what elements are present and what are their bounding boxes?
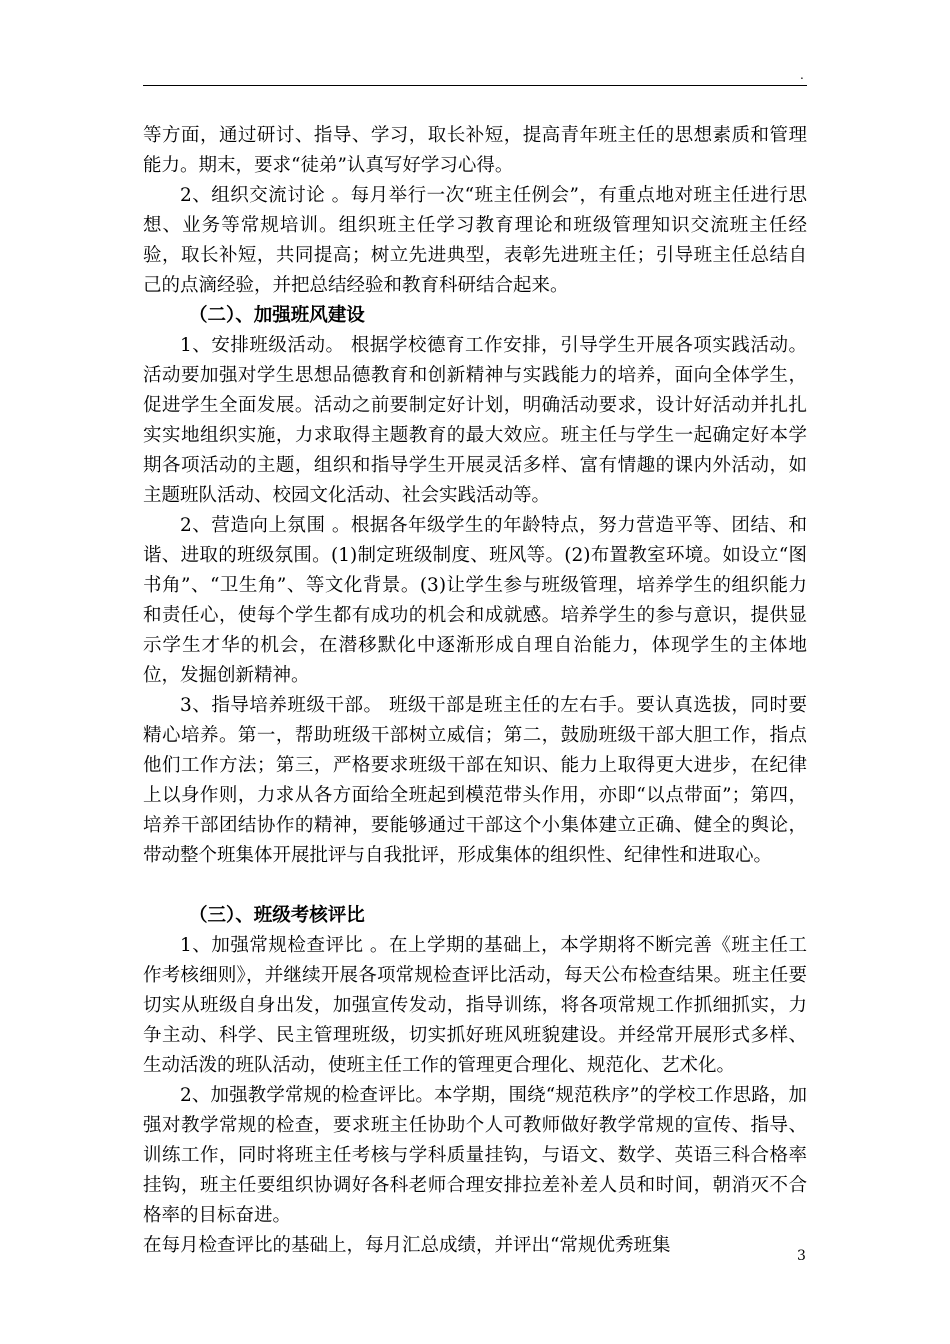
paragraph-atmosphere: 2、营造向上氛围 。根据各年级学生的年龄特点，努力营造平等、团结、和谐、进取的班级氛围。(1)制定班级制度、班风等。(2)布置教室环境。如设立“图书角”、“卫生角”、等文化背景。(3)让学生参与班级管理，培养学生的组织能力和责任心，使每个学生都有成功的机会和成就感。培养学生的参与意识，提供显示学生才华的机会，在潜移默化中逐渐形成自理自治能力，体现学生的主体地位，发掘创新精神。 [143, 515, 807, 686]
section-heading-class-style: （二）、加强班风建设 [189, 305, 365, 326]
paragraph-monthly-summary: 在每月检查评比的基础上，每月汇总成绩，并评出“常规优秀班集 [143, 1235, 671, 1256]
header-rule [143, 85, 807, 86]
blank-line [143, 871, 807, 901]
paragraph-routine-inspection: 1、加强常规检查评比 。在上学期的基础上，本学期将不断完善《班主任工作考核细则》，并继续开展各项常规检查评比活动，每天公布检查结果。班主任要切实从班级自身出发，加强宣传发动，指导训练，将各项常规工作抓细抓实，力争主动、科学、民主管理班级，切实抓好班风班貌建设。并经常开展形式多样、生动活泼的班队活动，使班主任工作的管理更合理化、规范化、艺术化。 [143, 935, 807, 1076]
paragraph-continuation: 等方面，通过研讨、指导、学习，取长补短，提高青年班主任的思想素质和管理能力。期末，要求“徒弟”认真写好学习心得。 [143, 125, 807, 176]
page-number: 3 [797, 1248, 806, 1264]
paragraph-teaching-inspection: 2、加强教学常规的检查评比。本学期，围绕“规范秩序”的学校工作思路，加强对教学常规的检查，要求班主任协助个人可教师做好教学常规的宣传、指导、训练工作，同时将班主任考核与学科质量挂钩，与语文、数学、英语三科合格率挂钩，班主任要组织协调好各科老师合理安排拉差补差人员和时间，朝消灭不合格率的目标奋进。 [143, 1085, 807, 1226]
paragraph-class-cadres: 3、指导培养班级干部。 班级干部是班主任的左右手。要认真选拔，同时要精心培养。第一，帮助班级干部树立威信；第二，鼓励班级干部大胆工作，指点他们工作方法；第三，严格要求班级干部在知识、能力上取得更大进步，在纪律上以身作则，力求从各方面给全班起到模范带头作用，亦即“以点带面”；第四，培养干部团结协作的精神，要能够通过干部这个小集体建立正确、健全的舆论，带动整个班集体开展批评与自我批评，形成集体的组织性、纪律性和进取心。 [143, 695, 807, 866]
paragraph-class-activities: 1、安排班级活动。 根据学校德育工作安排，引导学生开展各项实践活动。活动要加强对学生思想品德教育和创新精神与实践能力的培养，面向全体学生，促进学生全面发展。活动之前要制定好计划，明确活动要求，设计好活动并扎扎实实地组织实施，力求取得主题教育的最大效应。班主任与学生一起确定好本学期各项活动的主题，组织和指导学生开展灵活多样、富有情趣的课内外活动，如主题班队活动、校园文化活动、社会实践活动等。 [143, 335, 807, 506]
header-mark: . [800, 68, 804, 82]
paragraph-exchange-discussion: 2、组织交流讨论 。每月举行一次“班主任例会”，有重点地对班主任进行思想、业务等常规培训。组织班主任学习教育理论和班级管理知识交流班主任经验，取长补短，共同提高；树立先进典型，表彰先进班主任；引导班主任总结自己的点滴经验，并把总结经验和教育科研结合起来。 [143, 185, 807, 296]
section-heading-assessment: （三）、班级考核评比 [189, 905, 365, 926]
document-body [143, 121, 807, 1261]
